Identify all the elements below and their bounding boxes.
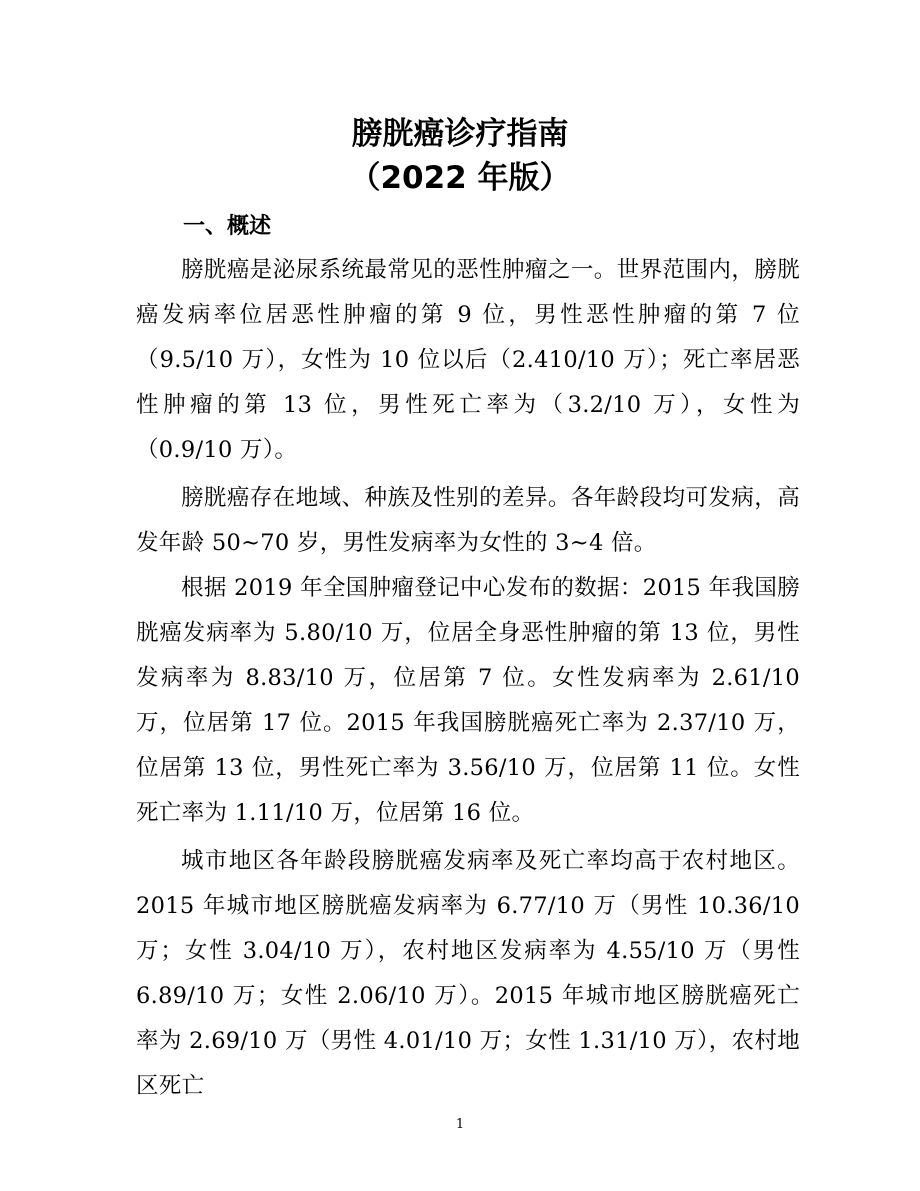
page-number: 1 — [455, 1117, 465, 1132]
document-subtitle: （2022 年版） — [349, 160, 571, 196]
paragraph-national-data: 根据 2019 年全国肿瘤登记中心发布的数据：2015 年我国膀胱癌发病率为 5.80/10 万，位居全身恶性肿瘤的第 13 位，男性发病率为 8.83/10 万，位居第 7 位。女性发病率为 2.61/10 万，位居第 17 位。2015 年我国膀胱癌死亡率为 2.37/10 万，位居第 13 位，男性死亡率为 3.56/10 万，位居第 11 位。女性死亡率为 1.11/10 万，位居第 16 位。 — [136, 575, 800, 826]
paragraph-overview: 膀胱癌是泌尿系统最常见的恶性肿瘤之一。世界范围内，膀胱癌发病率位居恶性肿瘤的第 9 位，男性恶性肿瘤的第 7 位（9.5/10 万），女性为 10 位以后（2.410/10 万）；死亡率居恶性肿瘤的第 13 位，男性死亡率为（3.2/10 万），女性为（0.9/10 万）。 — [136, 257, 800, 463]
document-title: 膀胱癌诊疗指南 — [351, 116, 569, 152]
paragraph-urban-rural: 城市地区各年龄段膀胱癌发病率及死亡率均高于农村地区。2015 年城市地区膀胱癌发病率为 6.77/10 万（男性 10.36/10 万；女性 3.04/10 万），农村地区发病率为 4.55/10 万（男性 6.89/10 万；女性 2.06/10 万）。2015 年城市地区膀胱癌死亡率为 2.69/10 万（男性 4.01/10 万；女性 1.31/10 万），农村地区死亡 — [136, 848, 800, 1099]
paragraph-differences: 膀胱癌存在地域、种族及性别的差异。各年龄段均可发病，高发年龄 50~70 岁，男性发病率为女性的 3~4 倍。 — [136, 485, 800, 556]
section-heading: 一、概述 — [183, 214, 272, 239]
